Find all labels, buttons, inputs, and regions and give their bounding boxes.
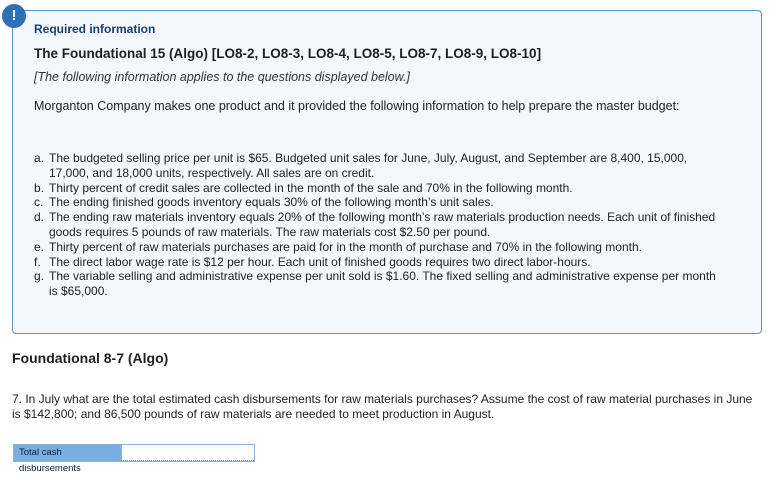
question-text: 7. In July what are the total estimated cash disbursements for raw materials purchases? Assume the cost of raw material purchases in June is $142,800; and 86,500 pounds of raw materials are needed to meet production in August. (12, 392, 753, 421)
list-marker: f. (34, 254, 41, 269)
section-title: Foundational 8-7 (Algo) (12, 350, 169, 366)
intro-text: Morganton Company makes one product and it provided the following information to help prepare the master budget: (34, 99, 680, 113)
list-item (34, 269, 724, 299)
applies-note: [The following information applies to the questions displayed below.] (34, 70, 410, 84)
list-marker: e. (34, 239, 45, 254)
total-cash-disbursements-input[interactable] (121, 445, 254, 461)
list-marker: b. (34, 180, 45, 195)
list-item-text: The ending finished goods inventory equals 30% of the following month’s unit sales. (49, 195, 494, 210)
problem-title: The Foundational 15 (Algo) [LO8-2, LO8-3, LO8-4, LO8-5, LO8-7, LO8-9, LO8-10] (34, 46, 542, 61)
answer-row (13, 444, 255, 474)
list-marker: c. (34, 195, 44, 210)
list-item-text: The direct labor wage rate is $12 per hour. Each unit of finished goods requires two direct labor-hours. (49, 254, 591, 269)
list-item (34, 181, 724, 196)
list-item (34, 210, 724, 240)
information-list (34, 151, 724, 299)
list-item (34, 151, 724, 181)
list-item (34, 240, 724, 255)
list-item (34, 255, 724, 270)
list-item (34, 195, 724, 210)
answer-label: Total cash disbursements (14, 445, 121, 461)
alert-icon: ! (2, 4, 26, 28)
list-marker: g. (34, 269, 45, 284)
list-item-text: Thirty percent of credit sales are collected in the month of the sale and 70% in the following month. (49, 180, 573, 195)
list-marker: d. (34, 210, 45, 225)
list-item-text: The budgeted selling price per unit is $65. Budgeted unit sales for June, July, August, and September are 8,400, 15,000, 17,000, and 18,000 units, respectively. All sales are on credit. (49, 151, 688, 180)
list-item-text: The ending raw materials inventory equals 20% of the following month’s raw materials production needs. Each unit of finished goods requires 5 pounds of raw materials. The raw materials cost $2.50 per pound. (49, 210, 716, 239)
list-marker: a. (34, 151, 45, 165)
list-item-text: The variable selling and administrative expense per unit sold is $1.60. The fixed selling and administrative expense per month is $65,000. (49, 269, 716, 299)
list-item-text: Thirty percent of raw materials purchases are paid for in the month of purchase and 70% in the following month. (49, 239, 642, 254)
required-information-label: Required information (34, 22, 156, 36)
